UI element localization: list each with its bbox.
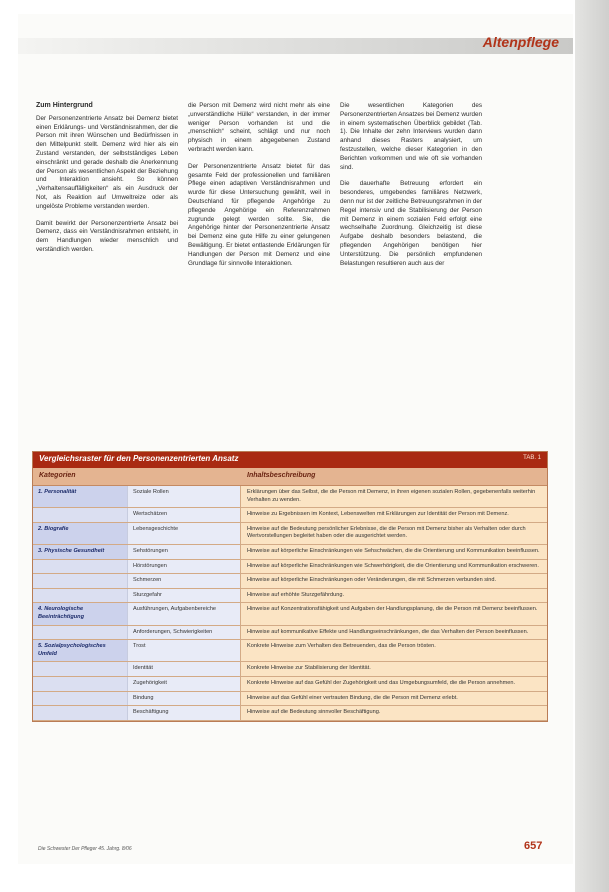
paragraph: Der Personenzentrierte Ansatz bietet für das gesamte Feld der professionellen und familiären Pflege einen adaptiven Verständnisrahmen und wurde für diese Untersuchung gewählt, weil in Deutschland für pflegende Angehörige zu pflegende Angehörige ein Referenzrahmen zugrunde gelegt werden sollte. Sie, die Angehörige hinter der Personenzentrierte Ansatz bei Demenz eine gute Hilfe zu einer gelungenen Bewältigung. Er bietet entlastende Erklärungen für Handlungen der Person mit Demenz und eine Grundlage für sinnvolle Interaktionen.: [188, 162, 330, 267]
table-row: [33, 626, 547, 641]
row-subcategory: Sehstörungen: [127, 545, 241, 559]
header-category: Kategorien: [39, 472, 76, 479]
row-subcategory: Soziale Rollen: [127, 486, 241, 507]
header-content: Inhaltsbeschreibung: [247, 472, 316, 479]
table-header: [33, 468, 547, 486]
table-row: [33, 589, 547, 604]
paragraph: die Person mit Demenz wird nicht mehr als eine „unverständliche Hülle“ verstanden, in der immer weniger Person vorhanden ist und die „menschlich“ scheint, schlägt und nur noch physisch in einem abgegebenen Zustand verbracht werden kann.: [188, 102, 330, 153]
table-row: [33, 603, 547, 625]
running-title: Altenpflege: [482, 34, 559, 50]
row-subcategory: Identität: [127, 662, 241, 676]
table-row: [33, 662, 547, 677]
row-description: Hinweise auf die Bedeutung persönlicher Erlebnisse, die die Person mit Demenz bisher als Verhalten oder durch Wertvorstellungen begleitet haben oder die ausgerichtet werden.: [247, 525, 526, 540]
text-column-2: [188, 102, 330, 276]
row-description: Hinweise auf Konzentrationsfähigkeit und Aufgaben der Handlungsplanung, die die Person mit Demenz beeinflussen.: [247, 606, 538, 613]
row-subcategory: Bindung: [127, 692, 241, 706]
journal-footer: Die Schwester Der Pfleger 45. Jahrg. 8/06: [38, 846, 132, 852]
row-description: Hinweise auf kommunikative Effekte und Handlungseinschränkungen, die das Verhalten der Person beeinflussen.: [247, 628, 529, 635]
text-column-3: [340, 102, 482, 276]
row-description: Konkrete Hinweise zum Verhalten des Betreuenden, das die Person trösten.: [247, 643, 436, 650]
row-subcategory: Wertschätzen: [127, 508, 241, 522]
row-subcategory: Beschäftigung: [127, 706, 241, 720]
row-category: 2. Biografie: [33, 523, 127, 544]
row-category: [33, 626, 127, 640]
comparison-table: [32, 451, 548, 722]
table-row: [33, 706, 547, 721]
row-subcategory: Schmerzen: [127, 574, 241, 588]
row-description: Hinweise auf körperliche Einschränkungen wie Sehschwächen, die die Orientierung und Kommunikation beeinflussen.: [247, 547, 540, 554]
table-body: [33, 486, 547, 721]
table-row: [33, 486, 547, 508]
section-heading: Zum Hintergrund: [36, 102, 93, 109]
table-tag: TAB. 1: [523, 455, 541, 461]
row-subcategory: Zugehörigkeit: [127, 677, 241, 691]
row-description: Hinweise auf das Gefühl einer vertrauten Bindung, die die Person mit Demenz erlebt.: [247, 694, 458, 701]
row-category: [33, 706, 127, 720]
row-description: Hinweise auf körperliche Einschränkungen oder Veränderungen, die mit Schmerzen verbunden sind.: [247, 577, 497, 584]
table-title-bar: [33, 452, 547, 468]
row-category: [33, 677, 127, 691]
row-subcategory: Hörstörungen: [127, 560, 241, 574]
row-description: Hinweise auf die Bedeutung sinnvoller Beschäftigung.: [247, 709, 381, 716]
book-gutter: [575, 0, 609, 892]
row-subcategory: Sturzgefahr: [127, 589, 241, 603]
table-row: [33, 640, 547, 662]
row-description: Erklärungen über das Selbst, die die Person mit Demenz, in ihren eigenen sozialen Rollen, gegebenenfalls weiterhin Verhalten zu wenden.: [247, 489, 536, 503]
table-row: [33, 574, 547, 589]
row-category: [33, 560, 127, 574]
row-category: 1. Personalität: [33, 486, 127, 507]
table-row: [33, 508, 547, 523]
table-row: [33, 545, 547, 560]
paragraph: Die wesentlichen Kategorien des Personenzentrierten Ansatzes bei Demenz wurden in einem systematischen Überblick gebildet (Tab. 1). Die Inhalte der zehn Interviews wurden dann anhand dieses Rasters analysiert, um festzustellen, welche dieser Kategorien in den Berichten vorkommen und wie oft sie vorhanden sind.: [340, 102, 482, 171]
row-description: Hinweise zu Ergebnissen im Kontext, Lebenswelten mit Erklärungen zur Identität der Person mit Demenz.: [247, 511, 509, 518]
table-title: Vergleichsraster für den Personenzentrierten Ansatz: [39, 454, 239, 463]
table-row: [33, 523, 547, 545]
row-subcategory: Lebensgeschichte: [127, 523, 241, 544]
row-category: [33, 508, 127, 522]
row-subcategory: Trost: [127, 640, 241, 661]
row-category: 5. Sozialpsychologisches Umfeld: [33, 640, 127, 661]
row-category: [33, 662, 127, 676]
text-column-1: [36, 102, 178, 263]
page-number: 657: [524, 840, 543, 852]
row-category: [33, 589, 127, 603]
paragraph: Damit bewirkt der Personenzentrierte Ansatz bei Demenz, dass ein Verständnisrahmen entsteht, in dem Handlungen wieder menschlich und verständlich werden.: [36, 219, 178, 253]
row-category: [33, 574, 127, 588]
row-category: [33, 692, 127, 706]
row-description: Konkrete Hinweise auf das Gefühl der Zugehörigkeit und das Umgebungsumfeld, die die Person annehmen.: [247, 679, 516, 686]
paragraph: Der Personenzentrierte Ansatz bei Demenz bietet einen Erklärungs- und Verständnisrahmen, der die Person mit ihren Wünschen und Bedürfnissen in den Mittelpunkt stellt. Demenz wird hier als ein Zustand verstanden, der selbstständiges Leben einschränkt und gerade deshalb die Anerkennung der Person als wesentlichen Aspekt der Beziehung und Interaktion ansieht. So können „Verhaltensauffälligkeiten“ als ein Ausdruck der Not, als Reaktion auf Umweltreize oder als ungelöste Probleme verstanden werden.: [36, 114, 178, 210]
paragraph: Die dauerhafte Betreuung erfordert ein besonderes, umgebendes familiäres Netzwerk, denn nur ist der zeitliche Betreuungsrahmen in der Regel intensiv und die Stabilisierung der Person mit Demenz in einem sozialen Feld erfolgt eine wechselhafte Zuordnung. Gleichzeitig ist diese Aufgabe deshalb besonders belastend, die pflegenden Angehörigen benötigen hier Unterstützung. Die persönlich empfundenen Belastungen resultieren auch aus der: [340, 180, 482, 267]
row-description: Konkrete Hinweise zur Stabilisierung der Identität.: [247, 665, 371, 672]
table-row: [33, 692, 547, 707]
table-row: [33, 560, 547, 575]
row-subcategory: Ausführungen, Aufgabenbereiche: [127, 603, 241, 624]
row-subcategory: Anforderungen, Schwierigkeiten: [127, 626, 241, 640]
row-category: 3. Physische Gesundheit: [33, 545, 127, 559]
row-category: 4. Neurologische Beeinträchtigung: [33, 603, 127, 624]
magazine-page: [18, 14, 573, 864]
table-row: [33, 677, 547, 692]
row-description: Hinweise auf erhöhte Sturzgefährdung.: [247, 591, 345, 598]
row-description: Hinweise auf körperliche Einschränkungen wie Schwerhörigkeit, die die Orientierung und Kommunikation erschweren.: [247, 562, 539, 569]
